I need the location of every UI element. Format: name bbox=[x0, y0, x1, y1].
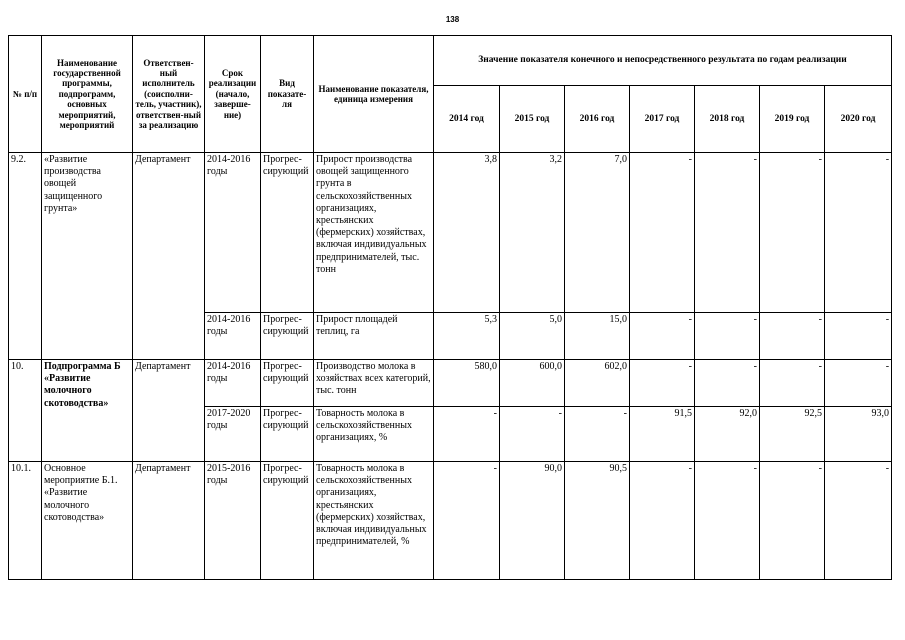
header-year: 2014 год bbox=[434, 86, 500, 153]
value-cell: - bbox=[630, 360, 695, 407]
indicator-type: Прогрес-сирующий bbox=[261, 153, 314, 313]
value-cell: 15,0 bbox=[565, 313, 630, 360]
executor: Департамент bbox=[133, 462, 205, 580]
header-indicator: Наименование показателя, единица измерения bbox=[314, 36, 434, 153]
row-number: 10.1. bbox=[9, 462, 42, 580]
value-cell: - bbox=[695, 153, 760, 313]
table-row bbox=[9, 462, 892, 580]
indicator-name: Товарность молока в сельскохозяйственных организациях, % bbox=[314, 407, 434, 462]
term: 2014-2016 годы bbox=[205, 360, 261, 407]
value-cell: 5,3 bbox=[434, 313, 500, 360]
value-cell: 91,5 bbox=[630, 407, 695, 462]
value-cell: - bbox=[630, 313, 695, 360]
value-cell: - bbox=[630, 153, 695, 313]
value-cell: - bbox=[500, 407, 565, 462]
value-cell: - bbox=[695, 313, 760, 360]
header-year: 2015 год bbox=[500, 86, 565, 153]
indicator-type: Прогрес-сирующий bbox=[261, 313, 314, 360]
header-year: 2020 год bbox=[825, 86, 892, 153]
header-year: 2018 год bbox=[695, 86, 760, 153]
value-cell: 92,5 bbox=[760, 407, 825, 462]
executor: Департамент bbox=[133, 153, 205, 360]
program-name: Основное мероприятие Б.1. «Развитие молочного скотоводства» bbox=[42, 462, 133, 580]
header-year: 2017 год bbox=[630, 86, 695, 153]
header-year: 2016 год bbox=[565, 86, 630, 153]
value-cell: - bbox=[825, 462, 892, 580]
term: 2017-2020 годы bbox=[205, 407, 261, 462]
indicators-table bbox=[8, 35, 892, 580]
value-cell: 90,0 bbox=[500, 462, 565, 580]
program-name: «Развитие производства овощей защищенного грунта» bbox=[42, 153, 133, 360]
page-number: 138 bbox=[445, 15, 460, 24]
indicator-type: Прогрес-сирующий bbox=[261, 360, 314, 407]
value-cell: 93,0 bbox=[825, 407, 892, 462]
table-row bbox=[9, 153, 892, 313]
indicator-name: Прирост производства овощей защищенного грунта в сельскохозяйственных организациях, крестьянских (фермерских) хозяйствах, включая индивидуальных предпринимателей, тыс. тонн bbox=[314, 153, 434, 313]
value-cell: - bbox=[825, 313, 892, 360]
header-program: Наименование государственной программы, подпрограмм, основных мероприятий, мероприятий bbox=[42, 36, 133, 153]
value-cell: 600,0 bbox=[500, 360, 565, 407]
value-cell: - bbox=[760, 462, 825, 580]
value-cell: 7,0 bbox=[565, 153, 630, 313]
value-cell: - bbox=[695, 360, 760, 407]
indicator-name: Товарность молока в сельскохозяйственных организациях, крестьянских (фермерских) хозяйствах, включая индивидуальных предпринимателей, % bbox=[314, 462, 434, 580]
value-cell: - bbox=[434, 462, 500, 580]
header-term: Срок реализации (начало, заверше-ние) bbox=[205, 36, 261, 153]
header-num: № п/п bbox=[9, 36, 42, 153]
value-cell: 3,8 bbox=[434, 153, 500, 313]
header-values-group: Значение показателя конечного и непосредственного результата по годам реализации bbox=[434, 36, 892, 86]
header-year: 2019 год bbox=[760, 86, 825, 153]
value-cell: - bbox=[434, 407, 500, 462]
value-cell: - bbox=[825, 360, 892, 407]
indicator-name: Прирост площадей теплиц, га bbox=[314, 313, 434, 360]
value-cell: - bbox=[695, 462, 760, 580]
term: 2014-2016 годы bbox=[205, 313, 261, 360]
value-cell: 602,0 bbox=[565, 360, 630, 407]
header-executor: Ответствен-ный исполнитель (соисполни-тель, участник), ответствен-ный за реализацию bbox=[133, 36, 205, 153]
value-cell: - bbox=[630, 462, 695, 580]
executor: Департамент bbox=[133, 360, 205, 462]
indicator-name: Производство молока в хозяйствах всех категорий, тыс. тонн bbox=[314, 360, 434, 407]
value-cell: 5,0 bbox=[500, 313, 565, 360]
value-cell: 90,5 bbox=[565, 462, 630, 580]
value-cell: - bbox=[760, 313, 825, 360]
value-cell: - bbox=[760, 360, 825, 407]
value-cell: 580,0 bbox=[434, 360, 500, 407]
value-cell: 92,0 bbox=[695, 407, 760, 462]
value-cell: - bbox=[760, 153, 825, 313]
indicator-type: Прогрес-сирующий bbox=[261, 407, 314, 462]
term: 2014-2016 годы bbox=[205, 153, 261, 313]
value-cell: - bbox=[565, 407, 630, 462]
row-number: 10. bbox=[9, 360, 42, 462]
indicator-type: Прогрес-сирующий bbox=[261, 462, 314, 580]
value-cell: - bbox=[825, 153, 892, 313]
program-name: Подпрограмма Б «Развитие молочного скотоводства» bbox=[42, 360, 133, 462]
row-number: 9.2. bbox=[9, 153, 42, 360]
value-cell: 3,2 bbox=[500, 153, 565, 313]
term: 2015-2016 годы bbox=[205, 462, 261, 580]
table-row bbox=[9, 360, 892, 407]
header-type: Вид показате-ля bbox=[261, 36, 314, 153]
